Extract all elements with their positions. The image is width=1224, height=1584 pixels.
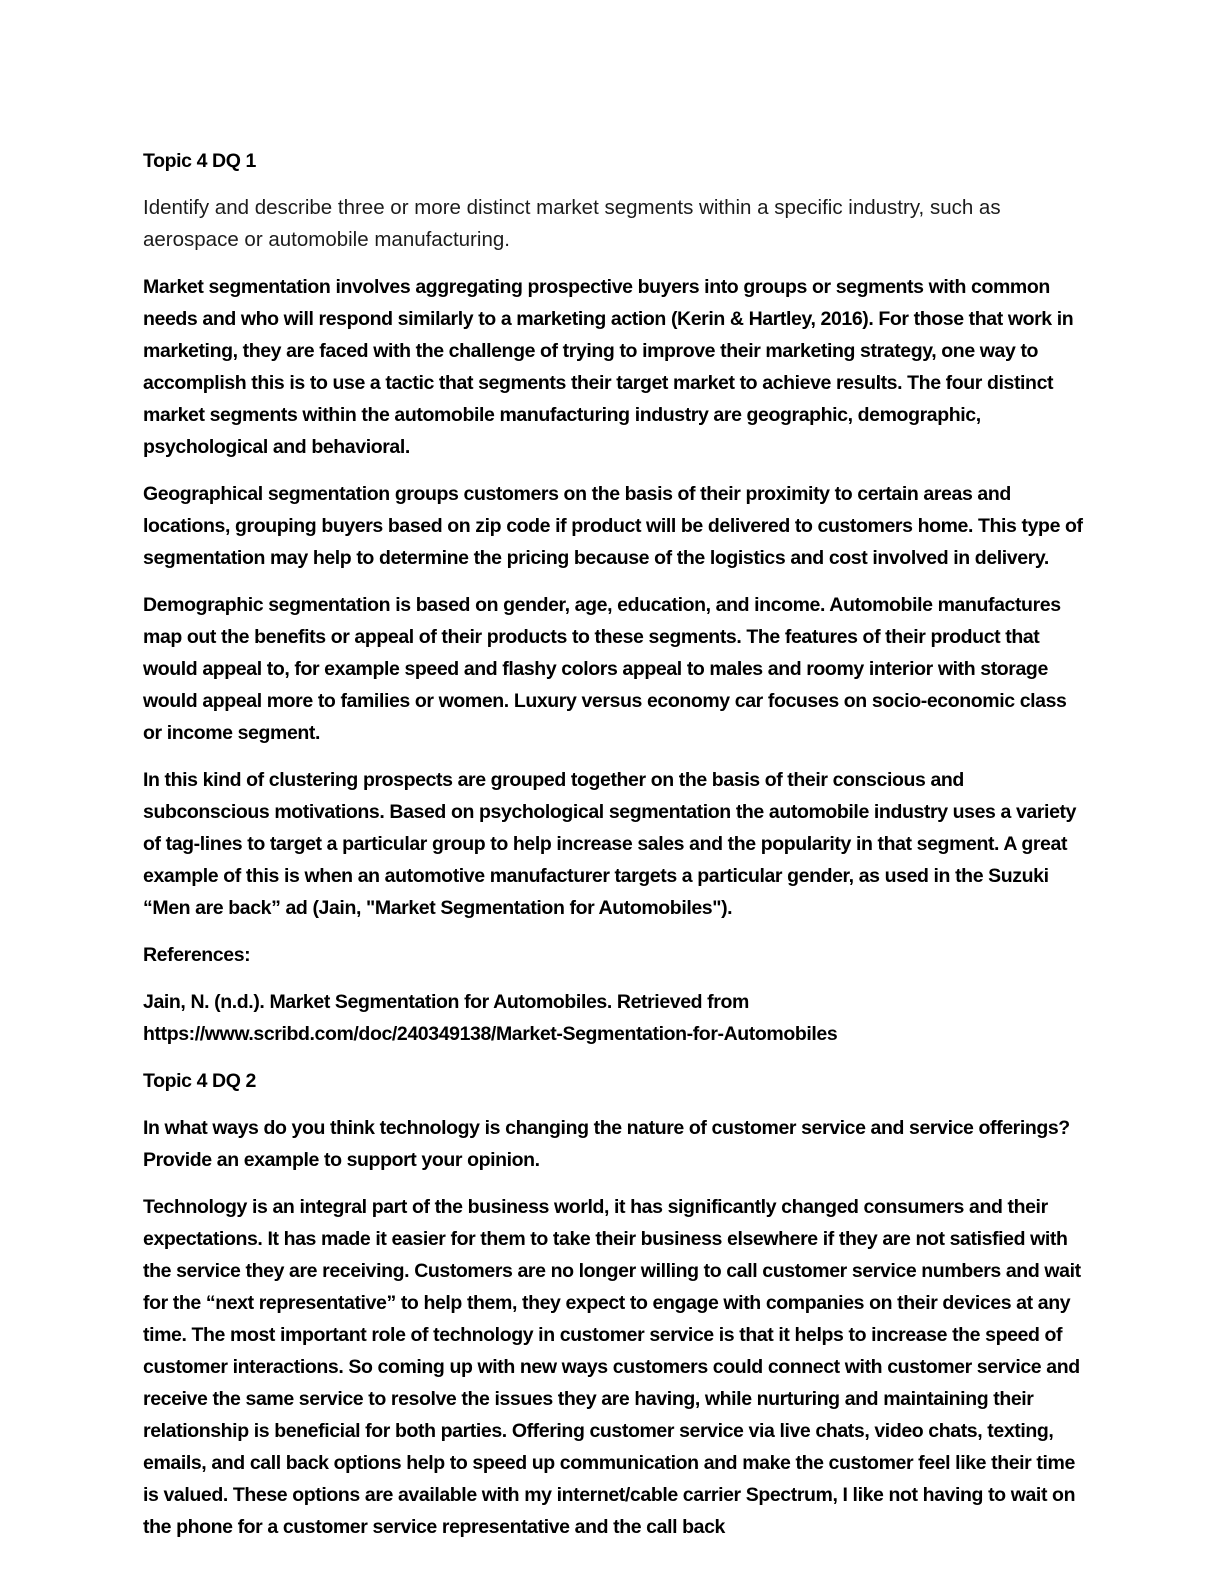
topic1-question: Identify and describe three or more distinct market segments within a specific industry, such as aerospace or automobile manufacturing. xyxy=(143,196,1001,251)
topic2-question: In what ways do you think technology is changing the nature of customer service and service offerings? Provide an example to support your opinion. xyxy=(143,1117,1070,1171)
topic1-heading: Topic 4 DQ 1 xyxy=(143,150,256,172)
references-heading: References: xyxy=(143,944,251,966)
topic1-answer-paragraph-1: Market segmentation involves aggregating prospective buyers into groups or segments with common needs and who will respond similarly to a marketing action (Kerin & Hartley, 2016). For those that work in marketing, they are faced with the challenge of trying to improve their marketing strategy, one way to accomplish this is to use a tactic that segments their target market to achieve results. The four distinct market segments within the automobile manufacturing industry are geographic, demographic, psychological and behavioral. xyxy=(143,276,1074,458)
reference-entry: Jain, N. (n.d.). Market Segmentation for Automobiles. Retrieved from https://www.scribd.com/doc/240349138/Market-Segmentation-for-Automobiles xyxy=(143,991,838,1045)
topic1-answer-paragraph-4: In this kind of clustering prospects are grouped together on the basis of their conscious and subconscious motivations. Based on psychological segmentation the automobile industry uses a variety of tag-lines to target a particular group to help increase sales and the popularity in that segment. A great example of this is when an automotive manufacturer targets a particular gender, as used in the Suzuki “Men are back” ad (Jain, "Market Segmentation for Automobiles"). xyxy=(143,769,1077,919)
topic1-answer-paragraph-2: Geographical segmentation groups customers on the basis of their proximity to certain areas and locations, grouping buyers based on zip code if product will be delivered to customers home. This type of segmentation may help to determine the pricing because of the logistics and cost involved in delivery. xyxy=(143,483,1083,569)
topic1-answer-paragraph-3: Demographic segmentation is based on gender, age, education, and income. Automobile manufactures map out the benefits or appeal of their products to these segments. The features of their product that would appeal to, for example speed and flashy colors appeal to males and roomy interior with storage would appeal more to families or women. Luxury versus economy car focuses on socio-economic class or income segment. xyxy=(143,594,1067,744)
topic2-answer-paragraph-1: Technology is an integral part of the business world, it has significantly changed consumers and their expectations. It has made it easier for them to take their business elsewhere if they are not satisfied with the service they are receiving. Customers are no longer willing to call customer service numbers and wait for the “next representative” to help them, they expect to engage with companies on their devices at any time. The most important role of technology in customer service is that it helps to increase the speed of customer interactions. So coming up with new ways customers could connect with customer service and receive the same service to resolve the issues they are having, while nurturing and maintaining their relationship is beneficial for both parties. Offering customer service via live chats, video chats, texting, emails, and call back options help to speed up communication and make the customer feel like their time is valued. These options are available with my internet/cable carrier Spectrum, I like not having to wait on the phone for a customer service representative and the call back xyxy=(143,1196,1081,1538)
topic2-heading: Topic 4 DQ 2 xyxy=(143,1070,256,1092)
